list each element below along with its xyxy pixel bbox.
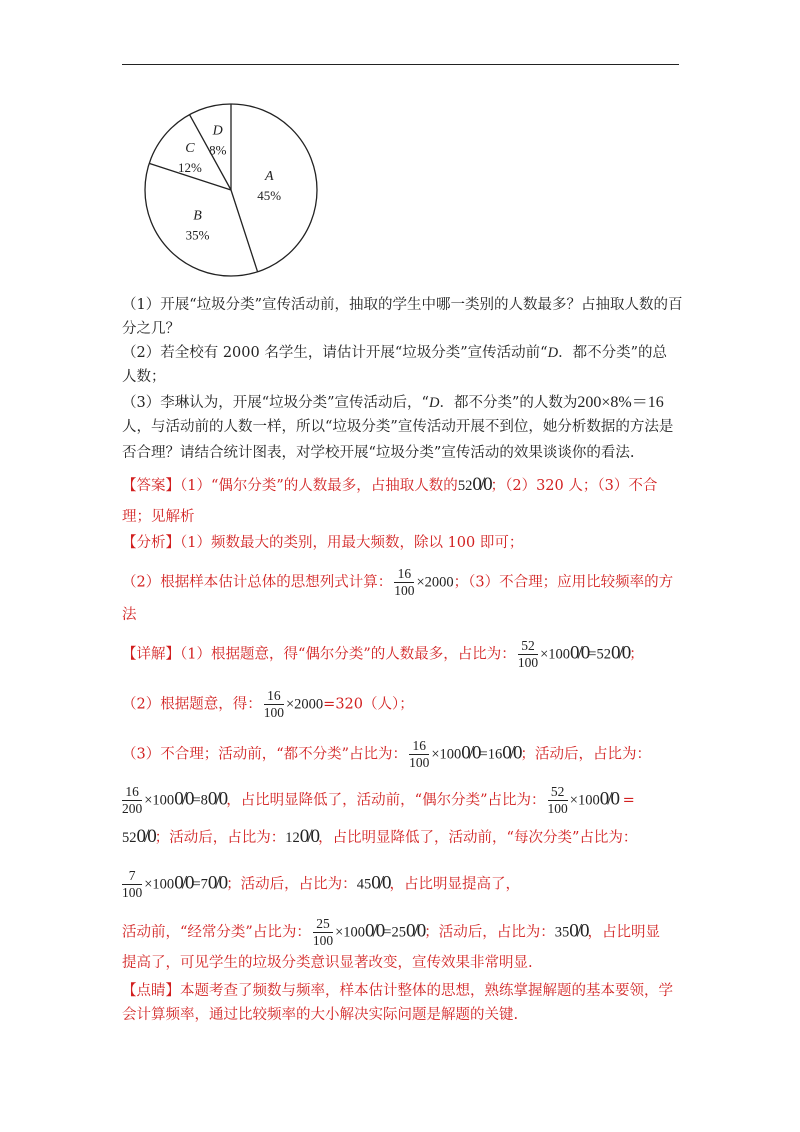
header-rule [122, 64, 679, 65]
fraction: $\frac{16}{100}$ [263, 688, 284, 720]
fraction: $\frac{52}{100}$ [517, 638, 539, 670]
question-2-line-2: 人数； [122, 369, 166, 385]
solution-line-6: $\frac{7}{100}$ ×1000/0=70/0；活动后，占比为：450/0，占比明显提高了， [122, 868, 520, 900]
comment-line-2: 会计算频率，通过比较频率的大小解决实际问题是解题的关键. [122, 1007, 519, 1023]
pie-slice-label: B [193, 208, 202, 224]
question-3-line-2: 人，与活动前的人数一样，所以“垃圾分类”宣传活动开展不到位，她分析数据的方法是 [122, 419, 674, 435]
question-3-line-1: （3）李琳认为，开展“垃圾分类”宣传活动后，“D．都不分类”的人数为200×8%＝16 [122, 394, 664, 411]
question-3-line-3: 否合理？请结合统计图表，对学校开展“垃圾分类”宣传活动的效果谈谈你的看法. [122, 445, 635, 461]
answer-line-2: 理；见解析 [122, 509, 195, 525]
pie-slice-percent: 12% [177, 160, 202, 176]
analysis-line-1: 【分析】（1）频数最大的类别，用最大频数，除以 100 即可； [122, 535, 524, 551]
fraction: $\frac{16}{100}$ [394, 566, 415, 598]
pie-slice-percent: 8% [209, 142, 227, 158]
solution-line-2: （2）根据题意，得： $\frac{16}{100}$ ×2000=320（人）； [122, 688, 414, 720]
solution-line-5: 520/0；活动后，占比为：120/0，占比明显降低了，活动前，“每次分类”占比为： [122, 826, 638, 847]
pie-slice-label: D [212, 123, 223, 139]
fraction: $\frac{16}{200}$ [122, 784, 143, 816]
analysis-line-3: 法 [122, 607, 137, 623]
solution-line-7: 活动前，“经常分类”占比为： $\frac{25}{100}$ ×1000/0=250/0；活动后，占比为：350/0，占比明显 [122, 916, 661, 948]
solution-line-3: （3）不合理；活动前，“都不分类”占比为： $\frac{16}{100}$ ×1000/0=160/0；活动后，占比为： [122, 738, 651, 770]
question-1-line-2: 分之几？ [122, 321, 180, 337]
fraction: $\frac{16}{100}$ [409, 738, 430, 770]
question-1-line-1: （1）开展“垃圾分类”宣传活动前，抽取的学生中哪一类别的人数最多？占抽取人数的百 [122, 297, 683, 313]
pie-slice-percent: 35% [185, 227, 210, 243]
answer-line-1: 【答案】（1）“偶尔分类”的人数最多，占抽取人数的520/0；（2）320 人；（3）不合 [122, 474, 658, 495]
question-2-line-1: （2）若全校有 2000 名学生，请估计开展“垃圾分类”宣传活动前“D．都不分类”的总 [122, 345, 667, 361]
pie-slice-percent: 45% [257, 187, 282, 203]
solution-line-1: 【详解】（1）根据题意，得“偶尔分类”的人数最多，占比为： $\frac{52}{100}$ ×1000/0=520/0； [122, 638, 644, 670]
solution-line-4: $\frac{16}{200}$ ×1000/0=80/0，占比明显降低了，活动前，“偶尔分类”占比为： $\frac{52}{100}$ ×1000/0 = [122, 784, 635, 816]
comment-line-1: 【点睛】本题考查了频数与频率，样本估计整体的思想，熟练掌握解题的基本要领，学 [122, 983, 673, 999]
pie-slice-boundary [231, 190, 258, 272]
fraction: $\frac{52}{100}$ [547, 784, 568, 816]
fraction: $\frac{7}{100}$ [122, 868, 143, 900]
solution-line-8: 提高了，可见学生的垃圾分类意识显著改变，宣传效果非常明显. [122, 955, 533, 971]
pie-slice-label: A [264, 168, 274, 184]
analysis-line-2: （2）根据样本估计总体的思想列式计算： $\frac{16}{100}$ ×2000；（3）不合理；应用比较频率的方 [122, 566, 674, 598]
pie-slice-label: C [185, 141, 195, 157]
fraction: $\frac{25}{100}$ [312, 916, 334, 948]
pie-chart [138, 100, 324, 280]
